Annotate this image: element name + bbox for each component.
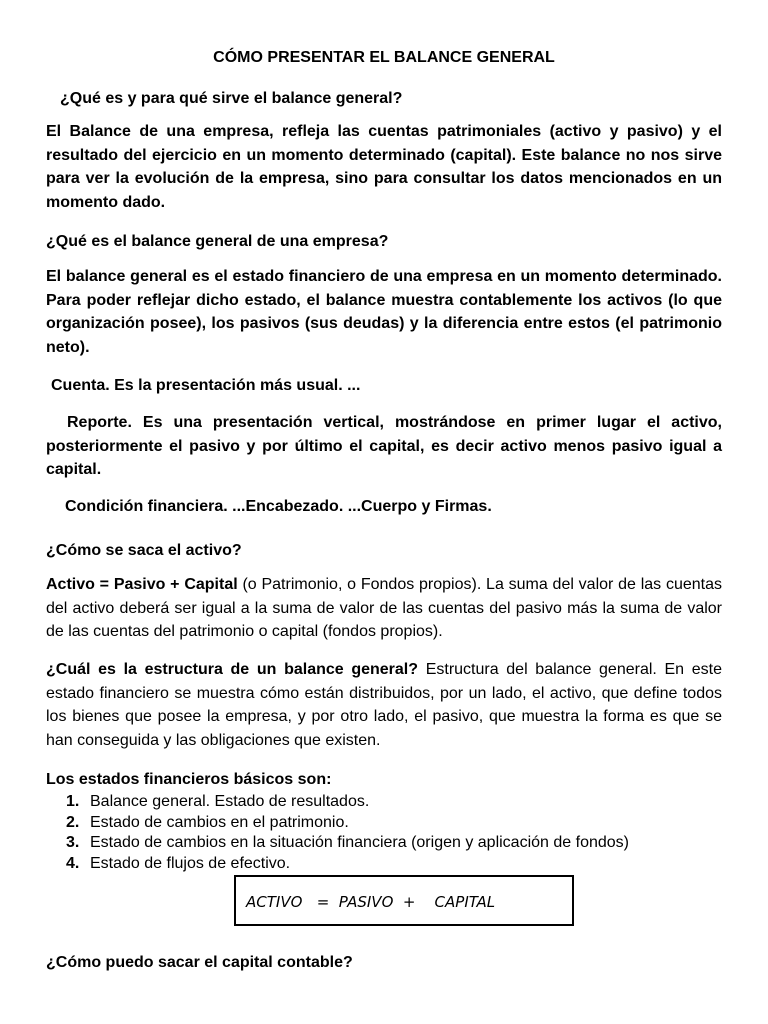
paragraph-balance-definition: El Balance de una empresa, refleja las cuentas patrimoniales (activo y pasivo) y el resultado del ejercicio en un momento determinado (capital). Este balance no nos sirve para ver la evolución de la empresa, sino para consultar los datos mencionados en un momento dado.	[46, 123, 722, 211]
question-activo: ¿Cómo se saca el activo?	[46, 542, 242, 559]
list-item: 4. Estado de flujos de efectivo.	[66, 854, 291, 872]
question-capital-contable: ¿Cómo puedo sacar el capital contable?	[46, 954, 353, 971]
formula-box: ACTIVO = PASIVO + CAPITAL	[234, 875, 574, 926]
financial-statements-list	[46, 792, 722, 874]
paragraph-balance-estado: El balance general es el estado financiero de una empresa en un momento determinado. Para poder reflejar dicho estado, el balance muestra contablemente los activos (lo que organización posee), los pasivos (sus deudas) y la diferencia entre estos (el patrimonio neto).	[46, 268, 722, 356]
estructura-text: Estructura del balance general. En este estado financiero se muestra cómo están distribuidos, por un lado, el activo, que define todos los bienes que posee la empresa, y por otro lado, el pasivo, que muestra la forma es que se han conseguida y las obligaciones que existen.	[46, 661, 722, 749]
question-balance-empresa: ¿Qué es el balance general de una empresa?	[46, 233, 389, 250]
list-item: 1. Balance general. Estado de resultados.	[66, 793, 370, 810]
activo-formula-inline: Activo = Pasivo + Capital	[46, 576, 238, 593]
question-what-is: ¿Qué es y para qué sirve el balance general?	[60, 90, 403, 107]
paragraph-estructura	[46, 658, 722, 752]
activo-formula-text: (o Patrimonio, o Fondos propios). La suma del valor de las cuentas del activo deberá ser igual a la suma de valor de las cuentas del pasivo más la suma de valor de las cuentas del patrimonio o capital (fondos propios).	[46, 576, 723, 640]
estructura-question: ¿Cuál es la estructura de un balance general?	[46, 661, 419, 678]
document-title: CÓMO PRESENTAR EL BALANCE GENERAL	[213, 49, 555, 66]
list-item: 2. Estado de cambios en el patrimonio.	[66, 813, 349, 831]
list-heading: Los estados financieros básicos son:	[46, 771, 332, 788]
paragraph-condicion: Condición financiera. ...Encabezado. ...Cuerpo y Firmas.	[65, 498, 492, 515]
paragraph-reporte: Reporte. Es una presentación vertical, mostrándose en primer lugar el activo, posteriormente el pasivo y por último el capital, es decir activo menos pasivo igual a capital.	[46, 414, 722, 478]
list-item: 3. Estado de cambios en la situación financiera (origen y aplicación de fondos)	[66, 834, 629, 852]
paragraph-activo-formula	[46, 573, 722, 644]
paragraph-cuenta: Cuenta. Es la presentación más usual. ...	[51, 377, 361, 394]
